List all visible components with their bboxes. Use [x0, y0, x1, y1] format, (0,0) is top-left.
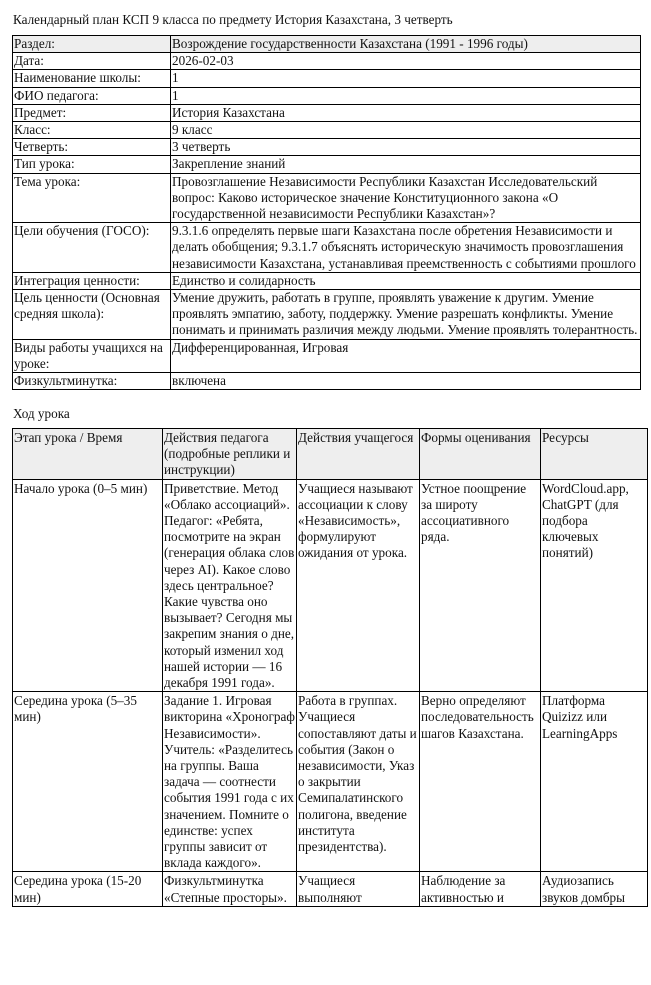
info-value: 1 [171, 70, 641, 87]
info-row [13, 290, 641, 340]
info-row [13, 223, 641, 273]
info-label: Четверть: [13, 139, 171, 156]
cell-stage: Начало урока (0–5 мин) [13, 479, 163, 692]
lesson-row [13, 479, 648, 692]
lesson-row [13, 692, 648, 872]
cell-student-actions: Работа в группах. Учащиеся сопоставляют даты и события (Закон о независимости, Указ о закрытии Семипалатинского полигона, введение института президентства). [297, 692, 420, 872]
info-value: История Казахстана [171, 104, 641, 121]
header-resources: Ресурсы [541, 429, 648, 480]
header-stage: Этап урока / Время [13, 429, 163, 480]
lesson-info-table [12, 35, 641, 390]
info-label: Раздел: [13, 36, 171, 53]
document-title: Календарный план КСП 9 класса по предмету История Казахстана, 3 четверть [13, 12, 453, 27]
info-label: Виды работы учащихся на уроке: [13, 339, 171, 372]
info-value: Возрождение государственности Казахстана (1991 - 1996 годы) [171, 36, 641, 53]
info-row [13, 104, 641, 121]
info-row [13, 373, 641, 390]
info-value: Провозглашение Независимости Республики Казахстан Исследовательский вопрос: Каково историческое значение Конституционного закона «О государственной независимости Республики Казахстан»? [171, 173, 641, 223]
info-row [13, 156, 641, 173]
info-row [13, 36, 641, 53]
info-label: Цели обучения (ГОСО): [13, 223, 171, 273]
cell-assessment: Верно определяют последовательность шагов Казахстана. [420, 692, 541, 872]
info-value: 9.3.1.6 определять первые шаги Казахстана после обретения Независимости и делать обобщения; 9.3.1.7 объяснять историческую значимость провозглашения независимости Казахстана, устанавливая преемственность с событиями прошлого [171, 223, 641, 273]
cell-resources: Платформа Quizizz или LearningApps [541, 692, 648, 872]
info-value: Единство и солидарность [171, 272, 641, 289]
info-row [13, 87, 641, 104]
info-label: Интеграция ценности: [13, 272, 171, 289]
cell-assessment: Наблюдение за активностью и [420, 872, 541, 906]
info-value: Умение дружить, работать в группе, проявлять уважение к другим. Умение проявлять эмпатию, заботу, поддержку. Умение разрешать конфликты. Умение понимать и принимать различия между людьми. Умение проявлять толерантность. [171, 290, 641, 340]
cell-stage: Середина урока (15-20 мин) [13, 872, 163, 906]
info-label: Цель ценности (Основная средняя школа): [13, 290, 171, 340]
lesson-plan-table [12, 428, 648, 907]
info-label: Класс: [13, 122, 171, 139]
info-row [13, 173, 641, 223]
info-value: 9 класс [171, 122, 641, 139]
cell-teacher-actions: Физкультминутка «Степные просторы». [163, 872, 297, 906]
cell-resources: WordCloud.app, ChatGPT (для подбора ключевых понятий) [541, 479, 648, 692]
cell-student-actions: Учащиеся выполняют [297, 872, 420, 906]
header-teacher-actions: Действия педагога (подробные реплики и инструкции) [163, 429, 297, 480]
info-row [13, 272, 641, 289]
info-label: Предмет: [13, 104, 171, 121]
info-row [13, 122, 641, 139]
info-value: 3 четверть [171, 139, 641, 156]
lesson-progress-heading: Ход урока [13, 406, 70, 421]
lesson-row [13, 872, 648, 906]
cell-assessment: Устное поощрение за широту ассоциативного ряда. [420, 479, 541, 692]
info-label: Дата: [13, 53, 171, 70]
cell-resources: Аудиозапись звуков домбры [541, 872, 648, 906]
info-value: 1 [171, 87, 641, 104]
info-value: 2026-02-03 [171, 53, 641, 70]
cell-teacher-actions: Приветствие. Метод «Облако ассоциаций». Педагог: «Ребята, посмотрите на экран (генерация облака слов через AI). Какое слово здесь центральное? Какие чувства оно вызывает? Сегодня мы закрепим знания о дне, который изменил ход нашей истории — 16 декабря 1991 года». [163, 479, 297, 692]
info-row [13, 53, 641, 70]
info-row [13, 70, 641, 87]
info-label: Физкультминутка: [13, 373, 171, 390]
cell-teacher-actions: Задание 1. Игровая викторина «Хронограф Независимости». Учитель: «Разделитесь на группы. Ваша задача — соотнести события 1991 года с их значением. Помните о единстве: успех группы зависит от вклада каждого». [164, 693, 295, 871]
info-value: Закрепление знаний [171, 156, 641, 173]
info-label: ФИО педагога: [13, 87, 171, 104]
header-assessment: Формы оценивания [420, 429, 541, 480]
cell-student-actions: Учащиеся называют ассоциации к слову «Независимость», формулируют ожидания от урока. [297, 479, 420, 692]
info-row [13, 339, 641, 372]
info-value: Дифференцированная, Игровая [171, 339, 641, 372]
header-student-actions: Действия учащегося [297, 429, 420, 480]
lesson-header-row [13, 429, 648, 480]
info-label: Тема урока: [13, 173, 171, 223]
info-row [13, 139, 641, 156]
cell-stage: Середина урока (5–35 мин) [13, 692, 163, 872]
info-label: Тип урока: [13, 156, 171, 173]
info-label: Наименование школы: [13, 70, 171, 87]
info-value: включена [171, 373, 641, 390]
